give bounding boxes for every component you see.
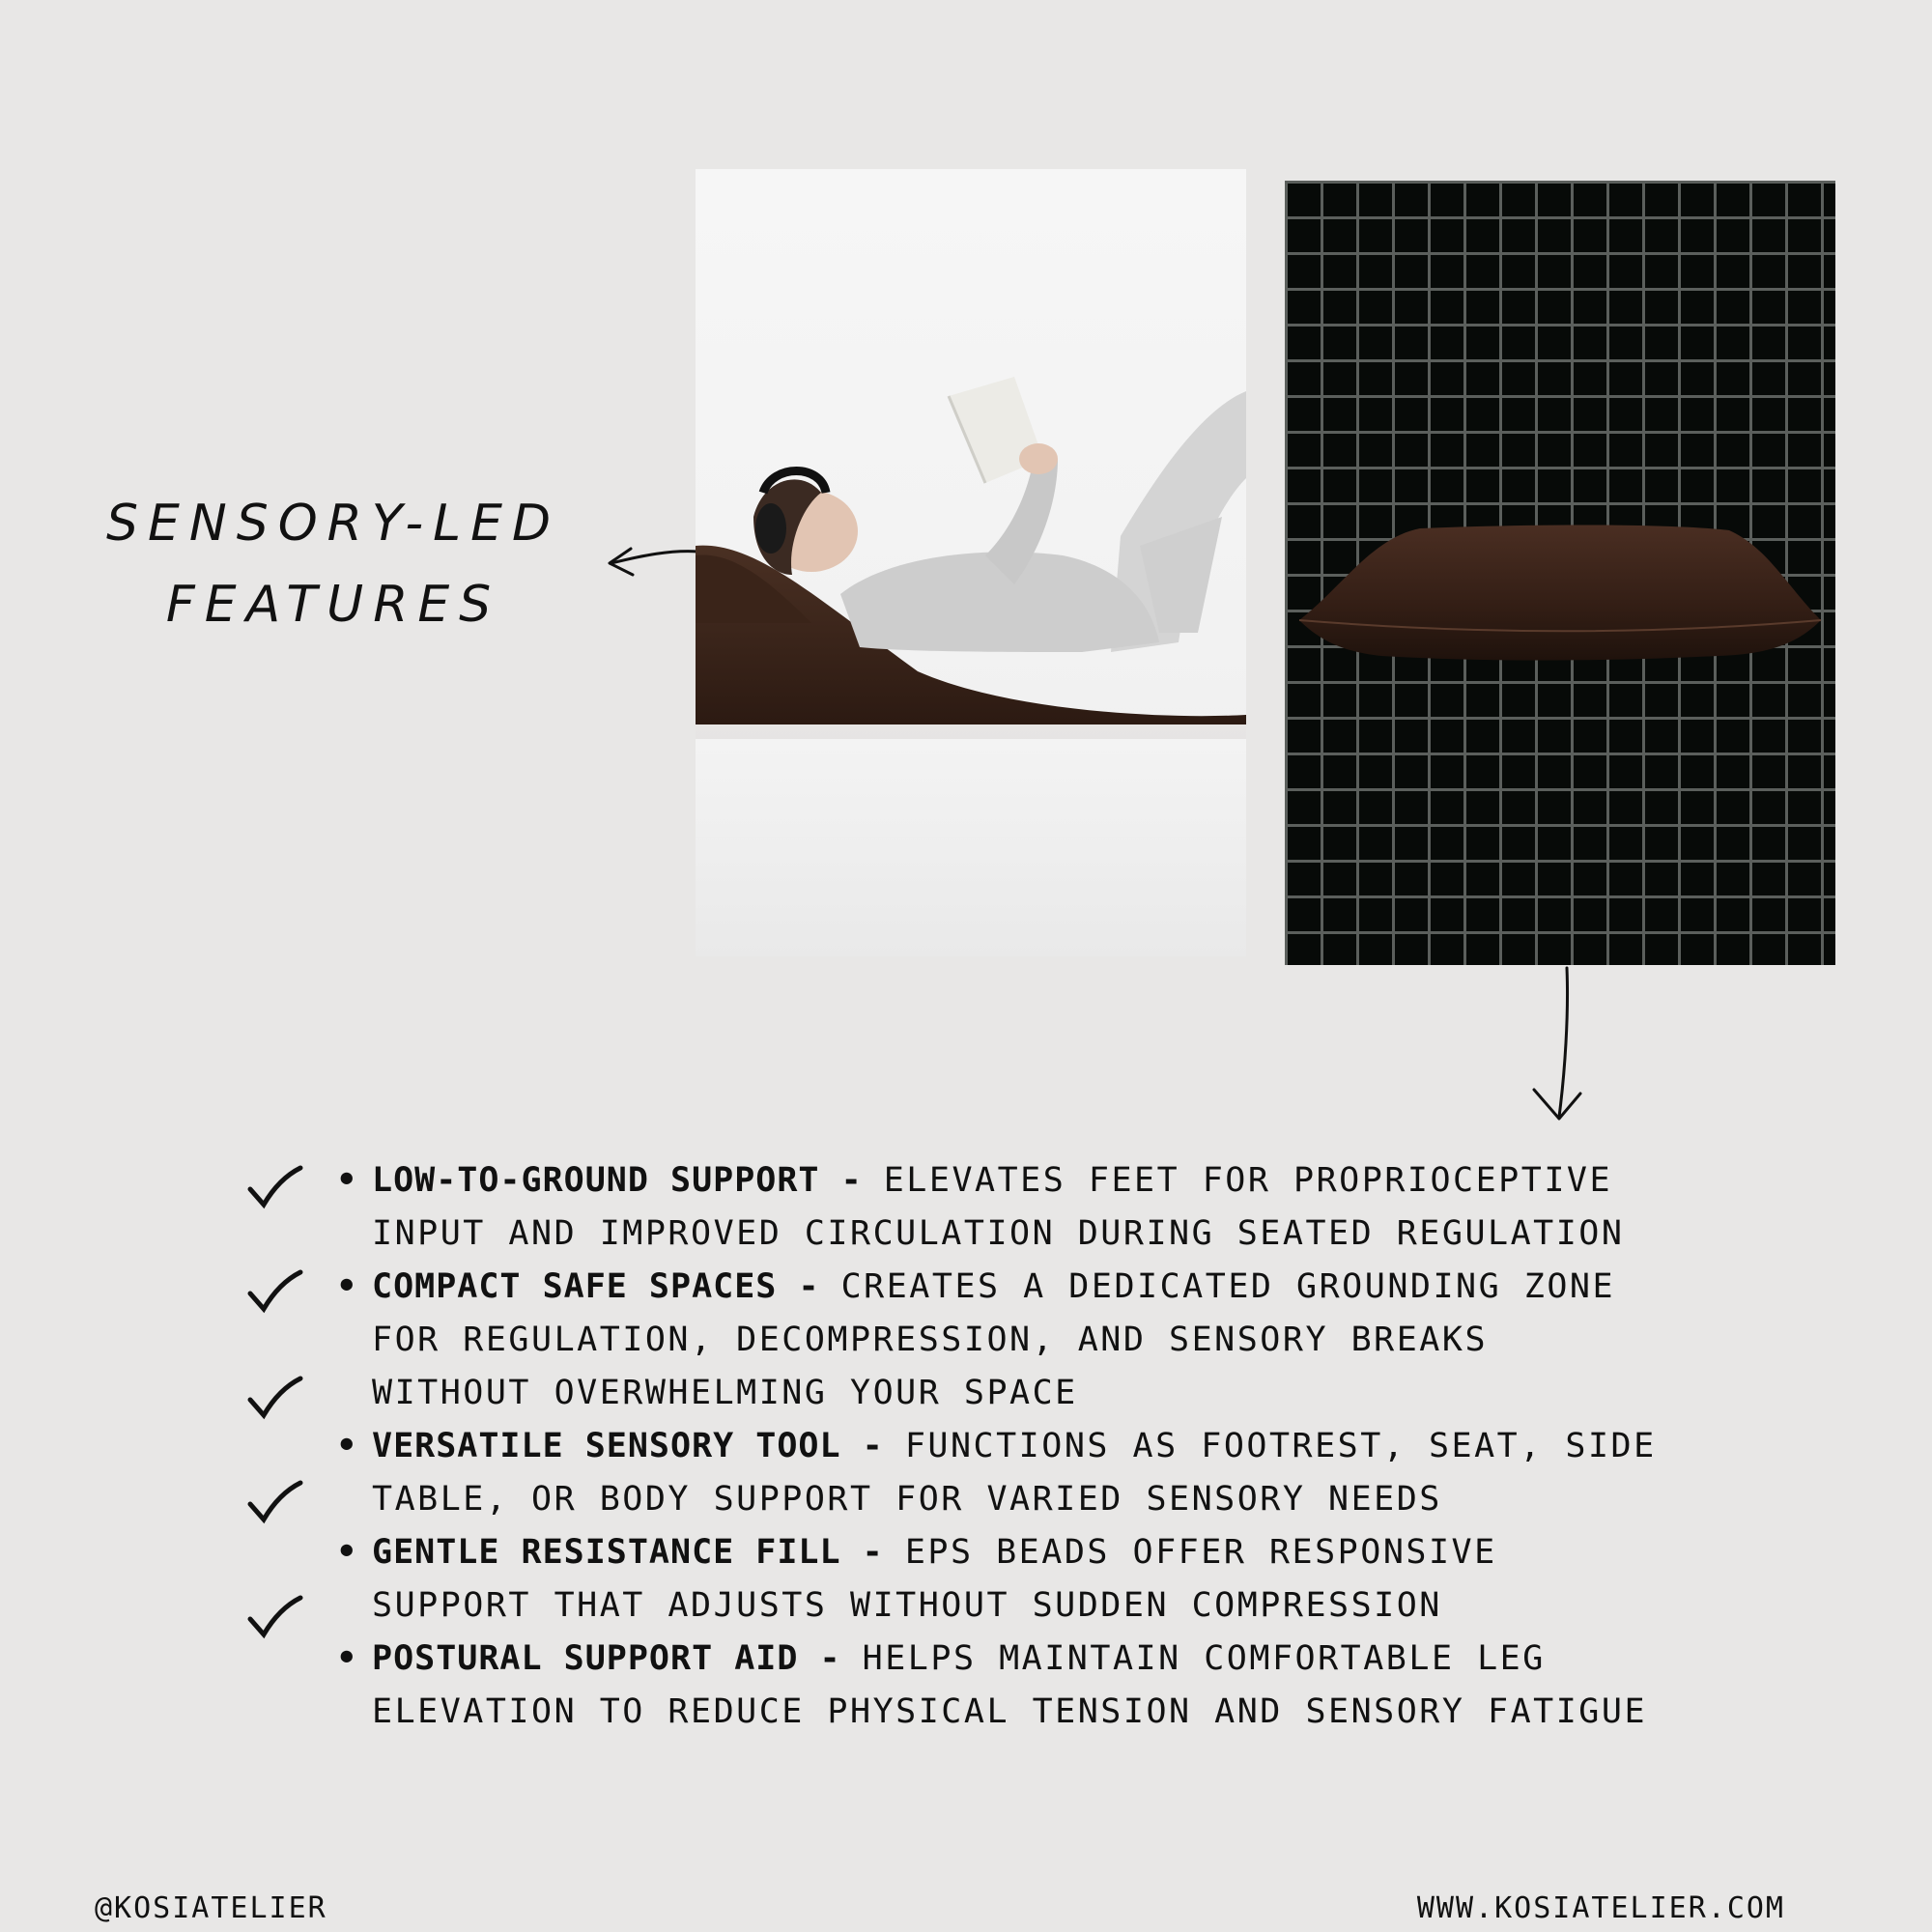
- feature-item: [246, 1420, 1695, 1526]
- bullet: •: [336, 1161, 359, 1200]
- feature-desc: FUNCTIONS AS FOOTREST, SEAT, SIDE TABLE, OR BODY SUPPORT FOR VARIED SENSORY NEEDS: [372, 1427, 1657, 1519]
- feature-separator: -: [819, 1161, 884, 1200]
- headline-line-1: SENSORY-LED: [105, 495, 561, 553]
- feature-list: [246, 1154, 1695, 1739]
- feature-separator: -: [840, 1533, 905, 1572]
- feature-title: VERSATILE SENSORY TOOL: [372, 1427, 841, 1465]
- cushion-illustration: [1285, 181, 1835, 965]
- feature-text: [372, 1526, 1666, 1633]
- feature-desc: EPS BEADS OFFER RESPONSIVE SUPPORT THAT ADJUSTS WITHOUT SUDDEN COMPRESSION: [372, 1533, 1497, 1625]
- woman-reading-illustration: [696, 169, 1246, 956]
- photo-cushion-on-grid: [1285, 181, 1835, 965]
- feature-desc: CREATES A DEDICATED GROUNDING ZONE FOR REGULATION, DECOMPRESSION, AND SENSORY BREAKS WITHOUT OVERWHELMING YOUR SPACE: [372, 1267, 1616, 1412]
- feature-desc: ELEVATES FEET FOR PROPRIOCEPTIVE INPUT AND IMPROVED CIRCULATION DURING SEATED REGULATION: [372, 1161, 1625, 1253]
- feature-text: [372, 1420, 1666, 1526]
- arrow-down-icon: [1526, 966, 1584, 1130]
- bullet: •: [336, 1533, 359, 1572]
- feature-item: [246, 1261, 1695, 1420]
- photo-woman-reclining: [696, 169, 1246, 956]
- instagram-handle-link[interactable]: @KOSIATELIER: [95, 1891, 327, 1925]
- feature-separator: -: [777, 1267, 841, 1306]
- feature-text: [372, 1261, 1666, 1420]
- feature-separator: -: [798, 1639, 863, 1678]
- headline-line-2: FEATURES: [165, 576, 501, 634]
- feature-title: COMPACT SAFE SPACES: [372, 1267, 778, 1306]
- feature-separator: -: [840, 1427, 905, 1465]
- feature-text: [372, 1154, 1666, 1261]
- feature-desc: HELPS MAINTAIN COMFORTABLE LEG ELEVATION TO REDUCE PHYSICAL TENSION AND SENSORY FATIGUE: [372, 1639, 1648, 1731]
- feature-title: LOW-TO-GROUND SUPPORT: [372, 1161, 820, 1200]
- bullet: •: [336, 1427, 359, 1465]
- feature-item: [246, 1154, 1695, 1261]
- feature-title: POSTURAL SUPPORT AID: [372, 1639, 799, 1678]
- feature-text: [372, 1633, 1666, 1739]
- website-link[interactable]: WWW.KOSIATELIER.COM: [1416, 1891, 1785, 1925]
- headline: [92, 483, 575, 645]
- feature-title: GENTLE RESISTANCE FILL: [372, 1533, 841, 1572]
- arrow-left-icon: [604, 536, 700, 584]
- feature-item: [246, 1526, 1695, 1633]
- bullet: •: [336, 1639, 359, 1678]
- bullet: •: [336, 1267, 359, 1306]
- feature-item: [246, 1633, 1695, 1739]
